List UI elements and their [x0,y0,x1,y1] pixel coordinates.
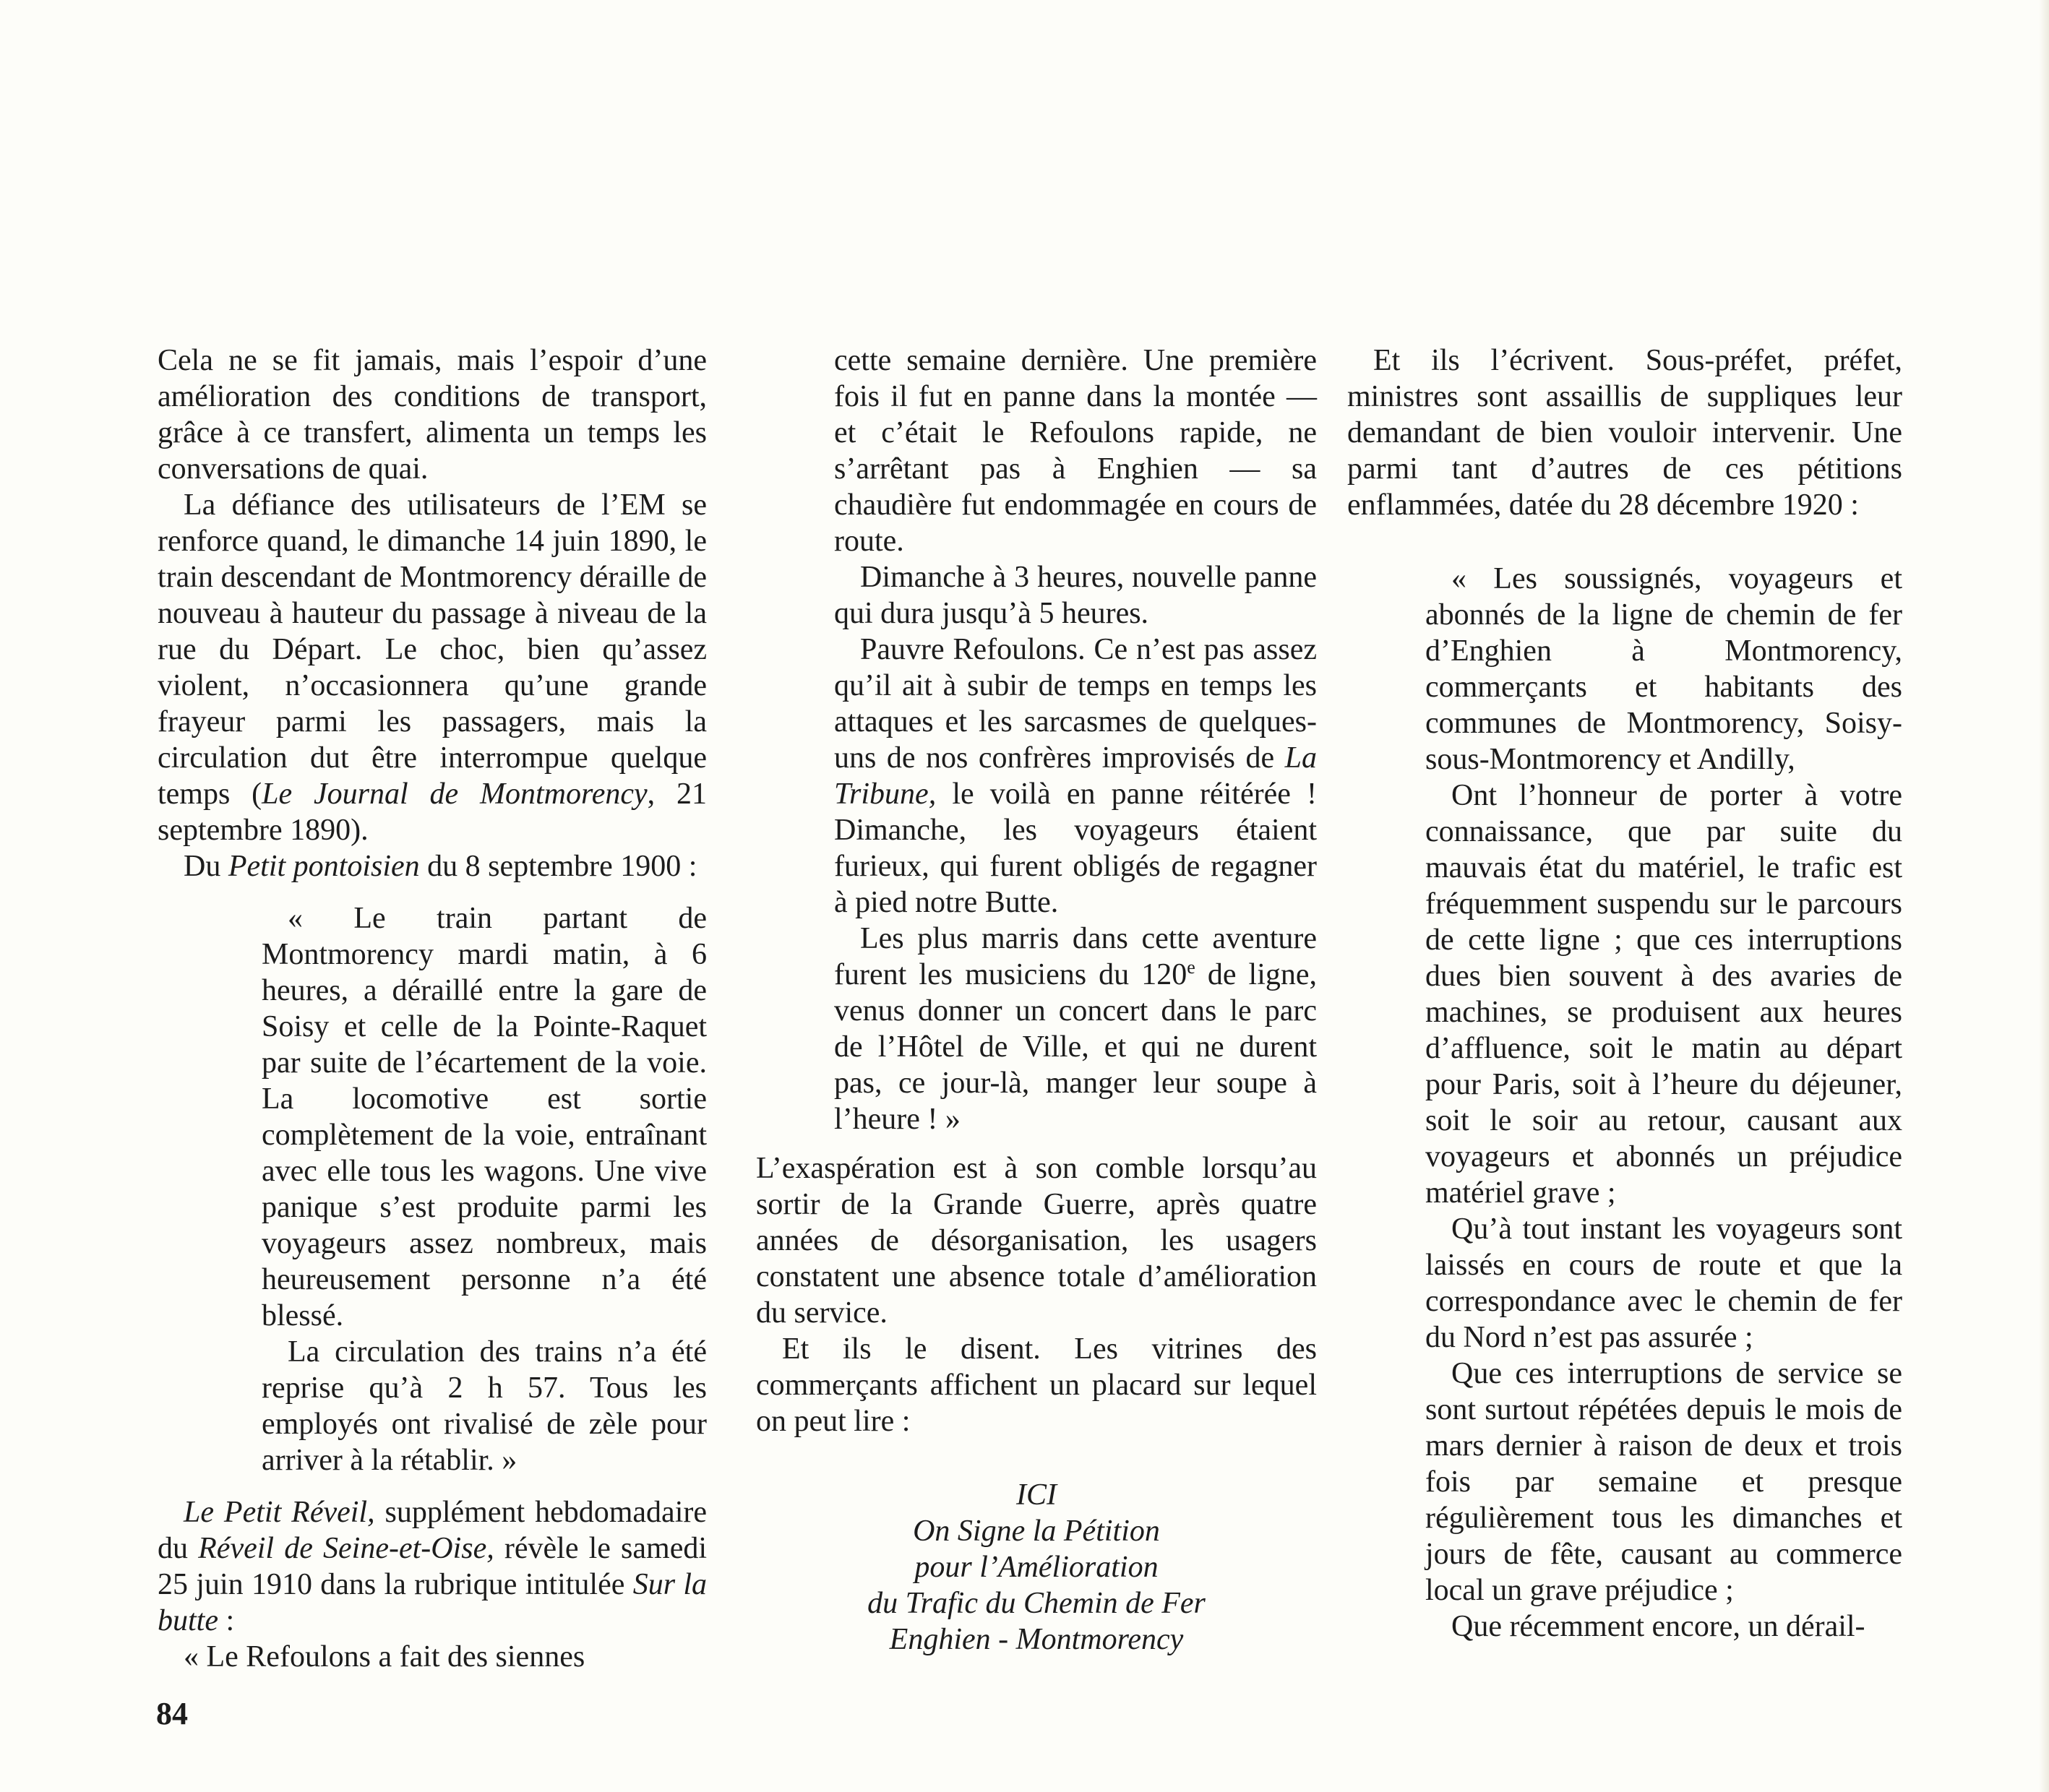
placard-text [756,1477,1317,1658]
placard-line: du Trafic du Chemin de Fer [867,1587,1206,1620]
paragraph: Et ils l’écrivent. Sous-préfet, préfet, ministres sont assaillis de suppliques leur demandant de bien vouloir intervenir. Une parmi tant d’autres de ces pétitions enflammées, datée du 28 décembre 1920 : [1347,344,1902,522]
paragraph-text: Du [184,850,228,883]
quote-paragraph [834,921,1317,1137]
paragraph: L’exaspération est à son comble lorsqu’au sortir de la Grande Guerre, après quatre années de désorganisation, les usagers constatent une absence totale d’amélioration du service. [756,1152,1317,1330]
paragraph-text: La défiance des utilisateurs de l’EM se renforce quand, le dimanche 14 juin 1890, le train descendant de Montmorency déraille de nouveau à hauteur du passage à niveau de la rue du Départ. Le choc, bien qu’assez violent, n’occasionnera qu’une grande frayeur parmi les passagers, mais la circulation dut être interrompue quelque temps ( [158,488,707,811]
quote-paragraph: Que ces interruptions de service se sont surtout répétées depuis le mois de mars dernier à raison de deux et trois fois par semaine et presque régulièrement tous les dimanches et jours de fête, causant au commerce local un grave préjudice ; [1425,1357,1902,1607]
text-column-3 [1347,343,1902,1645]
source-title: Le Petit Réveil, [184,1496,375,1529]
source-title: Sur la butte [158,1568,708,1637]
quote-paragraph: « Les soussignés, voyageurs et abonnés de la ligne de chemin de fer d’Enghien à Montmorency, commerçants et habitants des communes de Montmorency, Soisy-sous-Montmorency et Andilly, [1425,562,1902,776]
paragraph-text: révèle le samedi 25 juin 1910 dans la rubrique intitulée [158,1532,708,1601]
source-title: Réveil de Seine-et-Oise, [198,1532,494,1565]
placard-line: On Signe la Pétition [913,1515,1160,1548]
block-quote-continued [834,343,1317,1137]
quote-paragraph: Qu’à tout instant les voyageurs sont laissés en cours de route et que la correspondance avec le chemin de fer du Nord n’est pas assurée ; [1425,1212,1902,1354]
paragraph-text: : [218,1604,235,1637]
paragraph [158,848,707,884]
source-title: La Tribune, [834,741,1317,811]
placard-line: ICI [1016,1478,1057,1512]
quote-paragraph: Que récemment encore, un dérail- [1451,1610,1865,1643]
text-column-1 [158,343,707,1675]
page-number: 84 [156,1696,188,1731]
quote-paragraph: « Le train partant de Montmorency mardi matin, à 6 heures, a déraillé entre la gare de Soisy et celle de la Pointe-Raquet par suite de l’écartement de la voie. La locomotive est sortie complètement de la voie, entraînant avec elle tous les wagons. Une vive panique s’est produite parmi les voyageurs assez nombreux, mais heureusement personne n’a été blessé. [262,902,707,1332]
petition-quote [1425,561,1902,1645]
block-quote [262,900,707,1478]
quote-paragraph: La circulation des trains n’a été reprise qu’à 2 h 57. Tous les employés ont rivalisé de zèle pour arriver à la rétablir. » [262,1335,707,1477]
paragraph: Cela ne se fit jamais, mais l’espoir d’une amélioration des conditions de transport, grâce à ce transfert, alimenta un temps les conversations de quai. [158,344,707,486]
quote-text: Les plus marris dans cette aventure furent les musiciens du 120 [834,922,1317,991]
superscript: e [1187,957,1195,978]
placard-line: pour l’Amélioration [914,1551,1159,1584]
source-title: Le Journal de Montmorency [262,777,648,811]
quote-paragraph: Ont l’honneur de porter à votre connaissance, que par suite du mauvais état du matériel, le trafic est fréquemment suspendu sur le parcours de cette ligne ; que ces interruptions dues bien souvent à des avaries de machines, se produisent aux heures d’affluence, soit le matin au départ pour Paris, soit à l’heure du déjeuner, soit le soir au retour, causant aux voyageurs et abonnés un préjudice matériel grave ; [1425,779,1902,1210]
quote-text: Pauvre Refoulons. Ce n’est pas assez qu’il ait à subir de temps en temps les attaques et les sarcasmes de quelques-uns de nos confrères improvisés de [834,633,1317,775]
paragraph [158,1494,707,1639]
quote-paragraph: Dimanche à 3 heures, nouvelle panne qui dura jusqu’à 5 heures. [834,561,1317,630]
quote-text: de ligne, venus donner un concert dans le parc de l’Hôtel de Ville, et qui ne durent pas, ce jour-là, manger leur soupe à l’heure ! » [834,958,1318,1136]
paragraph: Et ils le disent. Les vitrines des commerçants affichent un placard sur lequel on peut lire : [756,1332,1317,1438]
quote-paragraph [834,632,1317,921]
placard-line: Enghien - Montmorency [889,1623,1184,1656]
text-column-2 [756,343,1317,1658]
source-title: Petit pontoisien [228,850,420,883]
paragraph-text: , 21 septembre 1890). [158,777,708,847]
paragraph-text: supplément hebdomadaire du [158,1496,707,1565]
quote-paragraph: cette semaine dernière. Une première fois il fut en panne dans la montée — et c’était le Refoulons rapide, ne s’arrêtant pas à Enghien — sa chaudière fut endommagée en cours de route. [834,344,1317,558]
page-edge-shadow [2039,0,2049,1792]
paragraph [158,487,707,848]
quote-text: le voilà en panne réitérée ! Dimanche, les voyageurs étaient furieux, qui furent obligés de regagner à pied notre Butte. [834,777,1317,919]
paragraph-text: du 8 septembre 1900 : [419,850,697,883]
quote-start: « Le Refoulons a fait des siennes [184,1640,585,1673]
